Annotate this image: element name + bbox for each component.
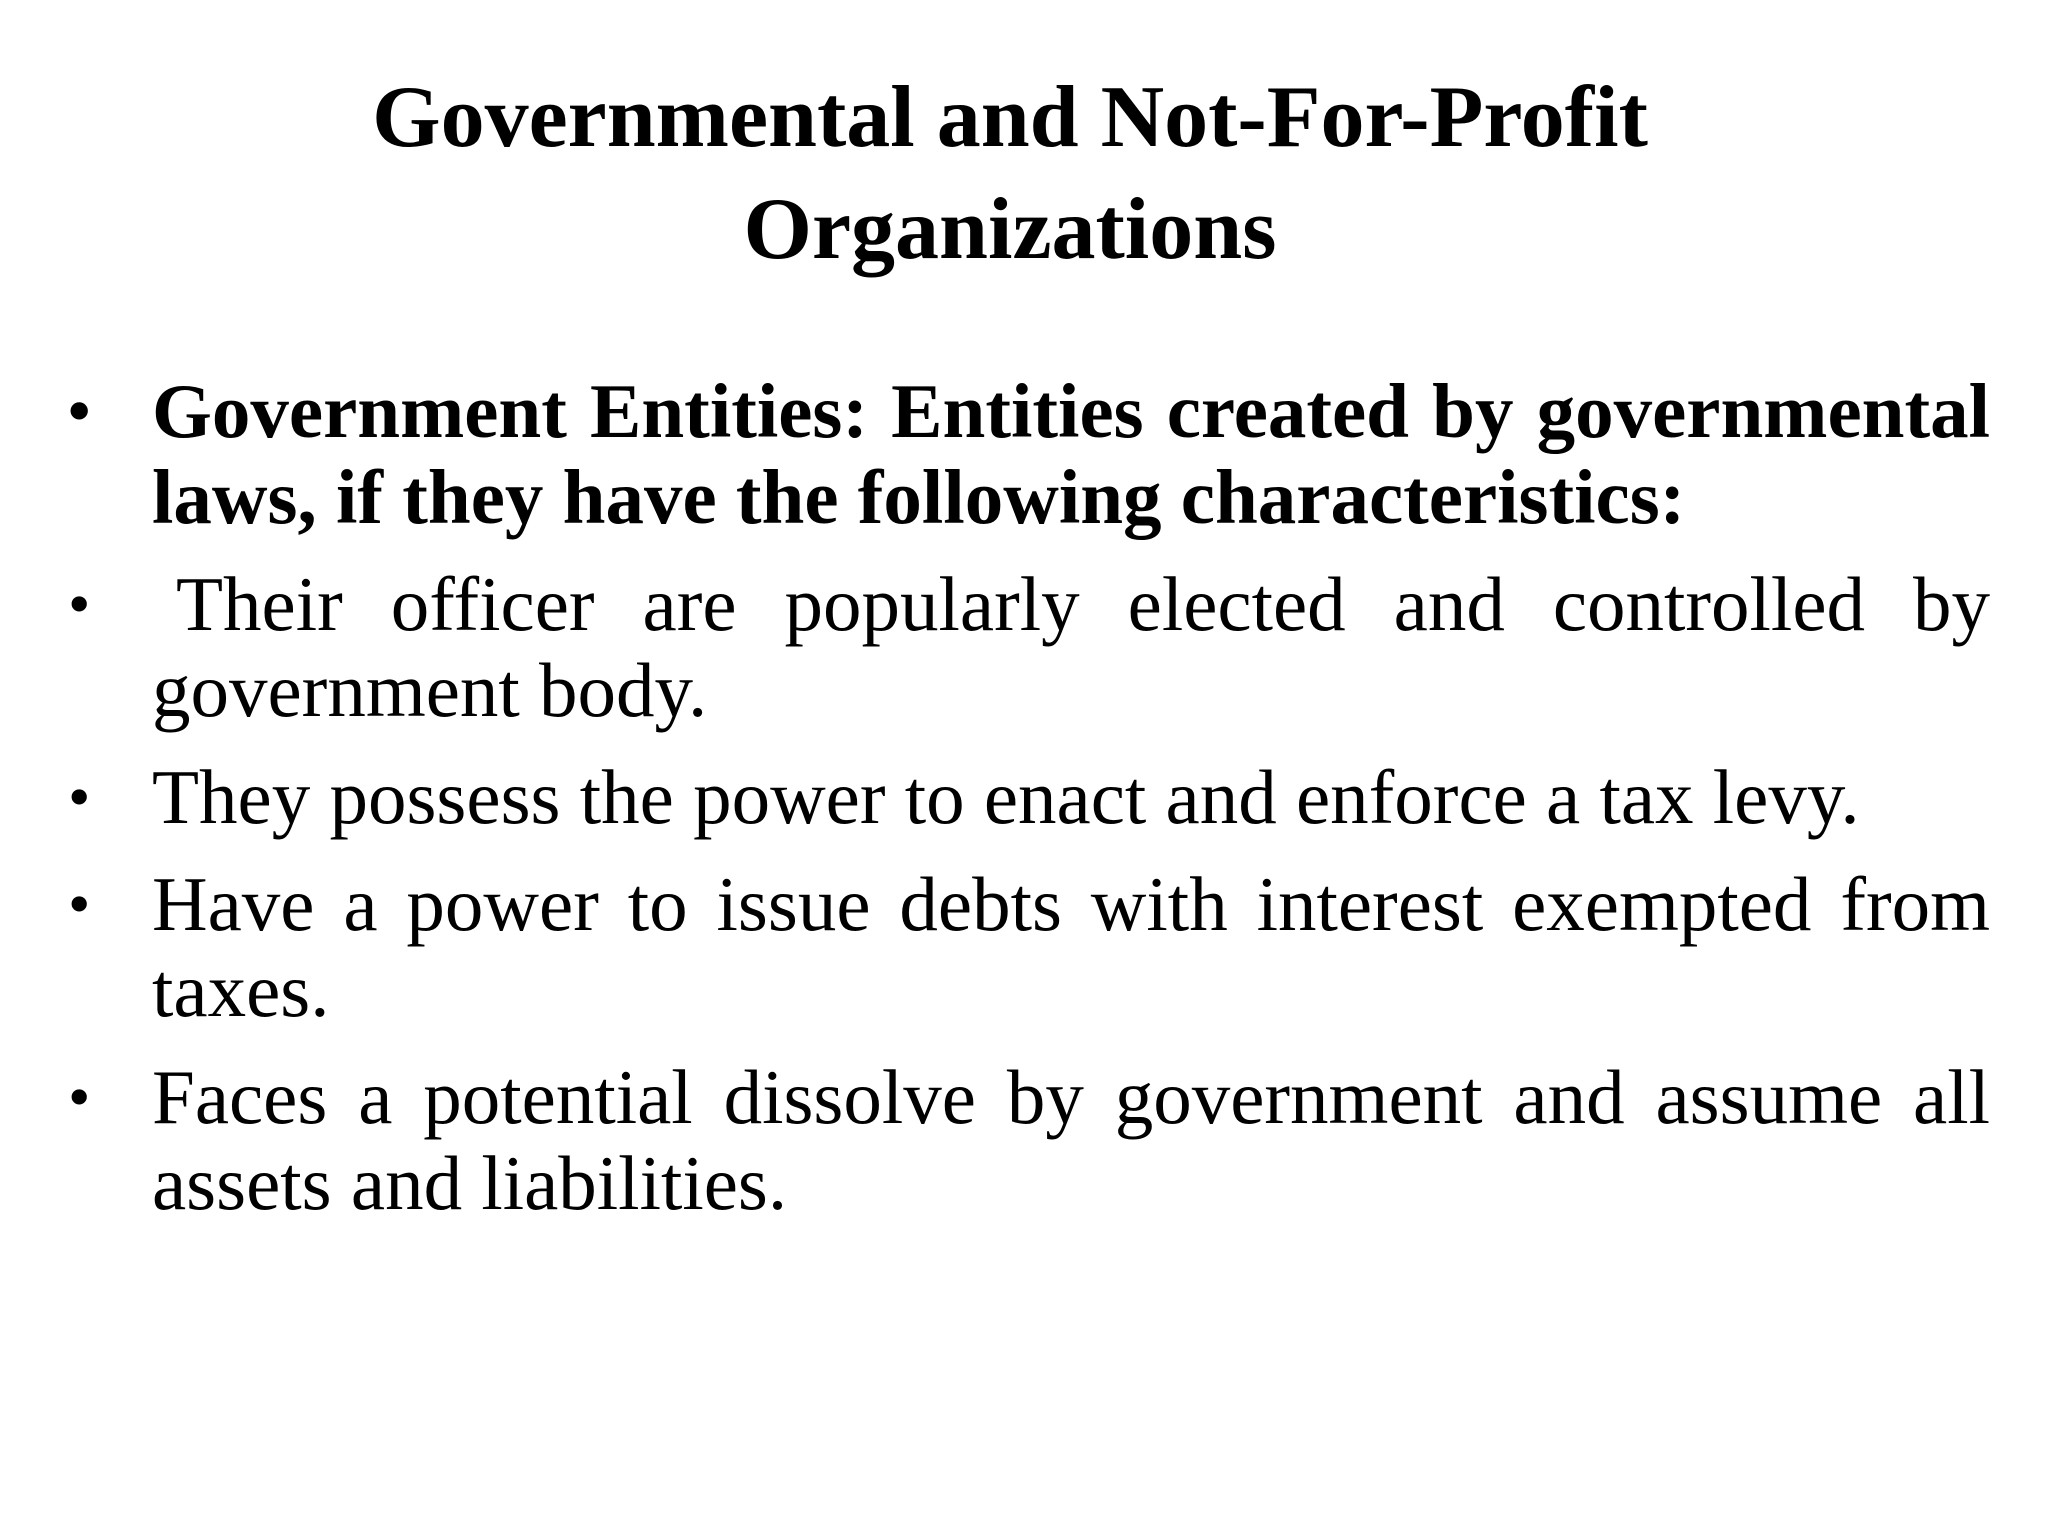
slide-title-line-2: Organizations: [743, 181, 1277, 278]
bullet-text: Faces a potential dissolve by government and assume all assets and liabilities.: [152, 1054, 1990, 1226]
slide-title-line-1: Governmental and Not-For-Profit: [372, 69, 1648, 166]
bullet-item-officers: [60, 561, 1990, 733]
bullet-item-government-entities: [60, 368, 1990, 540]
bullet-icon: •: [68, 1061, 91, 1132]
bullet-text: They possess the power to enact and enforce a tax levy.: [152, 754, 1860, 840]
bullet-item-issue-debts: [60, 861, 1990, 1033]
bullet-text: Their officer are popularly elected and controlled by government body.: [152, 561, 1990, 733]
bullet-list: [60, 368, 1990, 1247]
bullet-item-dissolve: [60, 1054, 1990, 1226]
bullet-icon: •: [68, 868, 91, 939]
bullet-icon: •: [68, 761, 91, 832]
bullet-icon: •: [68, 375, 91, 446]
bullet-text: Have a power to issue debts with interest exempted from taxes.: [152, 861, 1990, 1033]
bullet-text: Government Entities: Entities created by governmental laws, if they have the following characteristics:: [152, 368, 1990, 540]
slide-title: [200, 62, 1820, 286]
bullet-icon: •: [68, 568, 91, 639]
bullet-item-tax-levy: [60, 754, 1990, 840]
